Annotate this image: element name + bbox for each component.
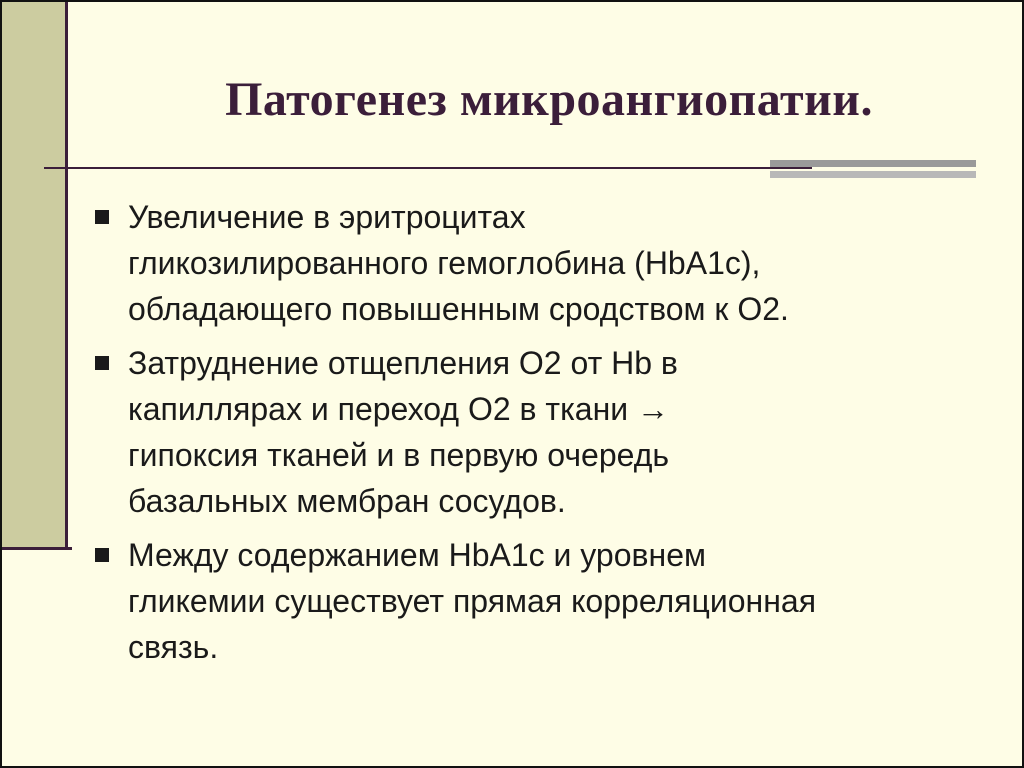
bullet-text-line: капиллярах и переход O2 в ткани →	[128, 391, 669, 427]
square-bullet-icon	[95, 548, 109, 562]
bullet-text-line: Увеличение в эритроцитах	[128, 199, 526, 235]
bullet-text-line: Затруднение отщепления O2 от Hb в	[128, 345, 678, 381]
square-bullet-icon	[95, 210, 109, 224]
square-bullet-icon	[95, 356, 109, 370]
bullet-text-line: гликозилированного гемоглобина (HbA1c),	[128, 245, 761, 281]
title-underline	[44, 167, 812, 169]
bullet-item	[92, 194, 1002, 332]
bullet-text-line: гликемии существует прямая корреляционная	[128, 583, 817, 619]
bullet-text-line: базальных мембран сосудов.	[128, 483, 566, 519]
bullet-text-line: связь.	[128, 629, 219, 665]
accent-bar-dark	[770, 160, 976, 167]
title-underline-accent	[770, 160, 976, 180]
bullet-text-line: гипоксия тканей и в первую очередь	[128, 437, 670, 473]
left-band-rule	[2, 547, 72, 550]
bullet-list	[92, 194, 1002, 678]
bullet-text-line: Между содержанием HbA1c и уровнем	[128, 537, 706, 573]
bullet-item	[92, 532, 1002, 670]
slide-title: Патогенез микроангиопатии.	[225, 73, 873, 126]
accent-bar-light	[770, 171, 976, 178]
bullet-text-line: обладающего повышенным сродством к O2.	[128, 291, 789, 327]
bullet-item	[92, 340, 1002, 524]
left-decorative-band	[2, 2, 68, 550]
